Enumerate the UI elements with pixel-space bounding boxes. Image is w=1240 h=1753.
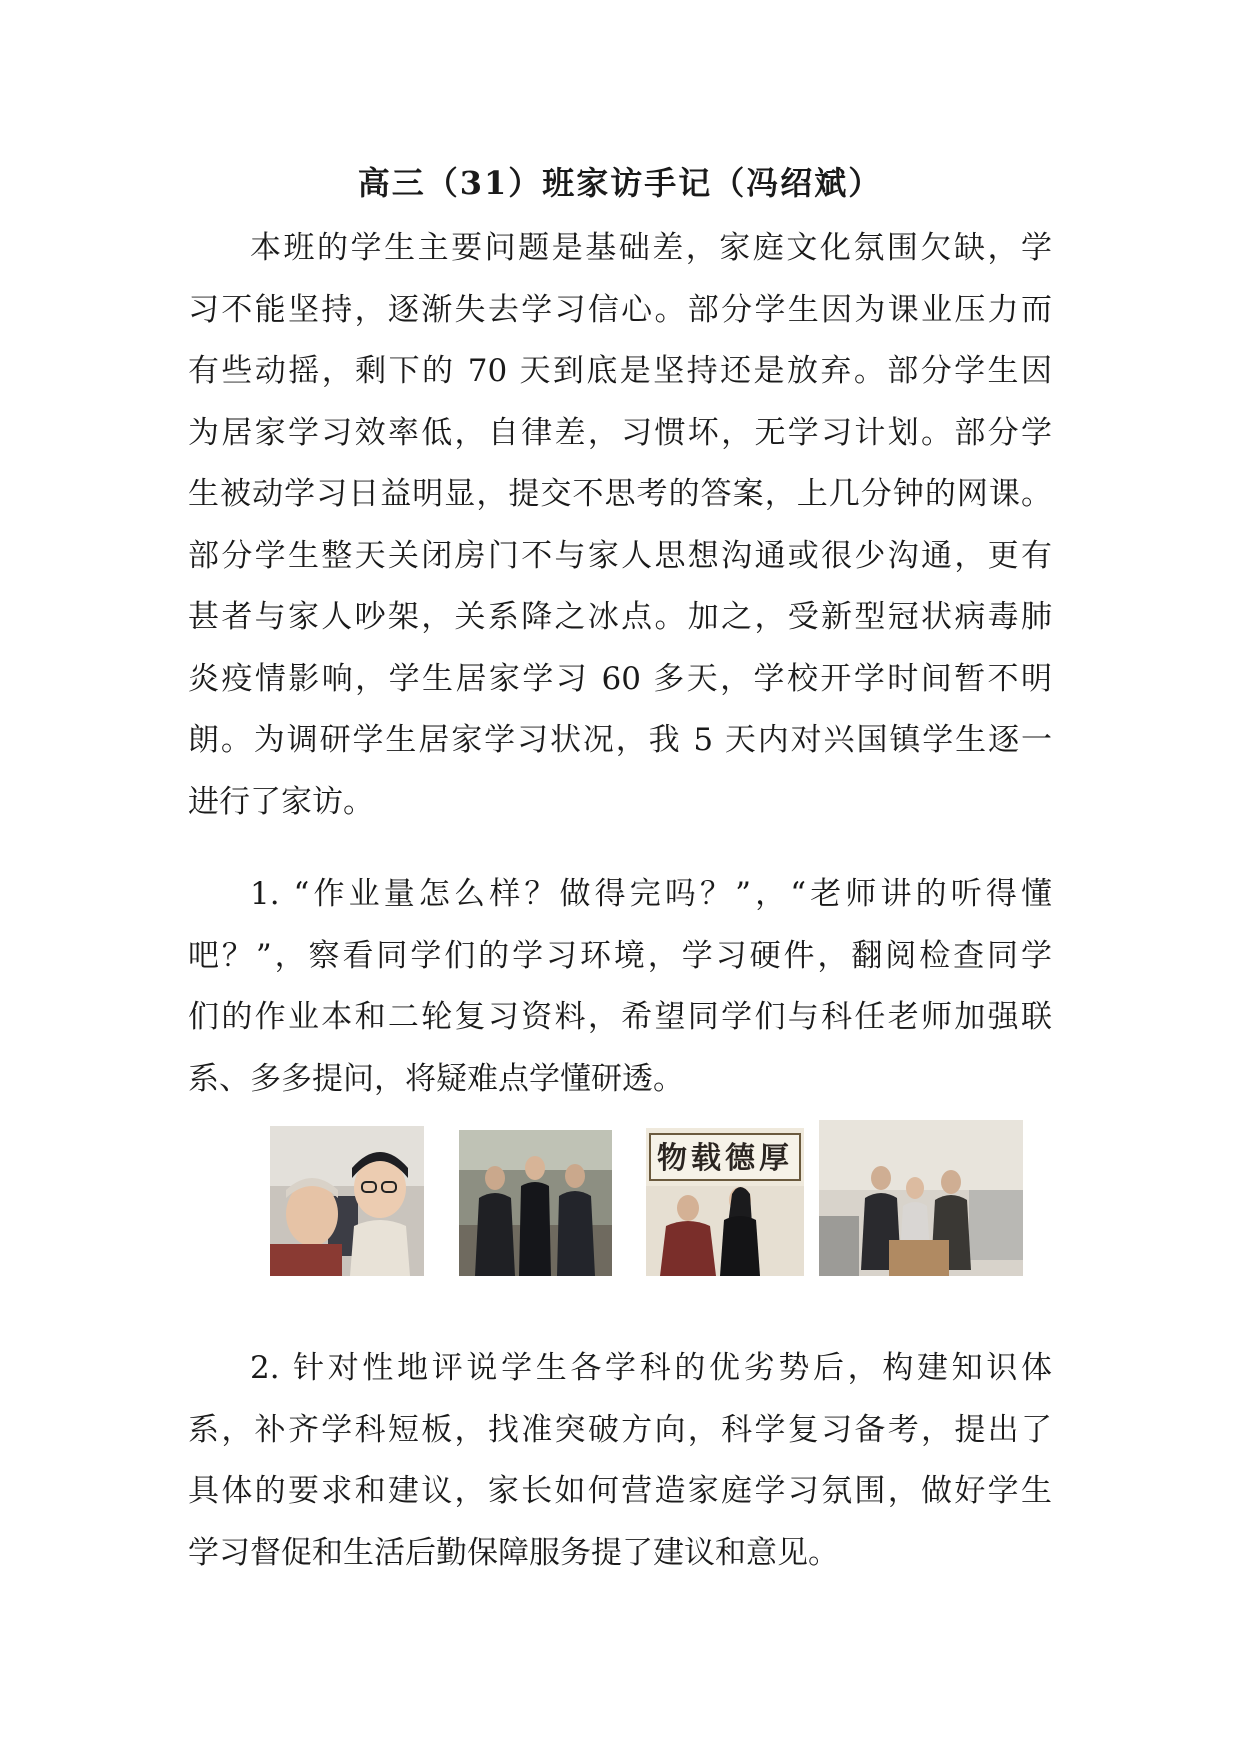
text-line: 为居家学习效率低，自律差，习惯坏，无学习计划。部分学 [188, 414, 1052, 451]
text-line: 2. 针对性地评说学生各学科的优劣势后，构建知识体 [250, 1350, 1052, 1386]
text-line: 系，补齐学科短板，找准突破方向，科学复习备考，提出了 [188, 1411, 1052, 1448]
text-line: 们的作业本和二轮复习资料，希望同学们与科任老师加强联 [188, 999, 1052, 1035]
text-line: 生被动学习日益明显，提交不思考的答案，上几分钟的网课。 [188, 476, 1052, 512]
text-line: 有些动摇，剩下的 70 天到底是坚持还是放弃。部分学生因 [188, 353, 1052, 389]
text-line: 本班的学生主要问题是基础差，家庭文化氛围欠缺，学 [250, 230, 1052, 266]
text-line: 1. “作业量怎么样？做得完吗？”，“老师讲的听得懂 [250, 876, 1052, 912]
text-line: 系、多多提问，将疑难点学懂研透。 [188, 1060, 684, 1097]
paragraph-point-2 [188, 1338, 1052, 1584]
text-line: 进行了家访。 [188, 783, 374, 820]
home-visit-photos [0, 1120, 1240, 1280]
text-line: 具体的要求和建议，家长如何营造家庭学习氛围，做好学生 [188, 1473, 1052, 1509]
calligraphy-text: 物载德厚 [657, 1141, 793, 1176]
text-line: 朗。为调研学生居家学习状况，我 5 天内对兴国镇学生逐一 [188, 722, 1052, 758]
photo-living-room-group [819, 1120, 1023, 1276]
text-line: 甚者与家人吵架，关系降之冰点。加之，受新型冠状病毒肺 [188, 599, 1052, 635]
text-line: 部分学生整天关闭房门不与家人思想沟通或很少沟通，更有 [188, 537, 1052, 574]
photo-teacher-student-selfie [270, 1126, 424, 1276]
document-title: 高三（31）班家访手记（冯绍斌） [357, 164, 883, 202]
paragraph-point-1 [188, 864, 1052, 1110]
photo-outdoor-group [459, 1130, 612, 1276]
text-line: 吧？”，察看同学们的学习环境，学习硬件，翻阅检查同学 [188, 937, 1052, 974]
text-line: 习不能坚持，逐渐失去学习信心。部分学生因为课业压力而 [188, 291, 1052, 328]
text-line: 炎疫情影响，学生居家学习 60 多天，学校开学时间暂不明 [188, 660, 1052, 697]
paragraph-intro [188, 218, 1052, 833]
text-line: 学习督促和生活后勤保障服务提了建议和意见。 [188, 1534, 839, 1571]
photo-calligraphy-room [646, 1128, 804, 1276]
